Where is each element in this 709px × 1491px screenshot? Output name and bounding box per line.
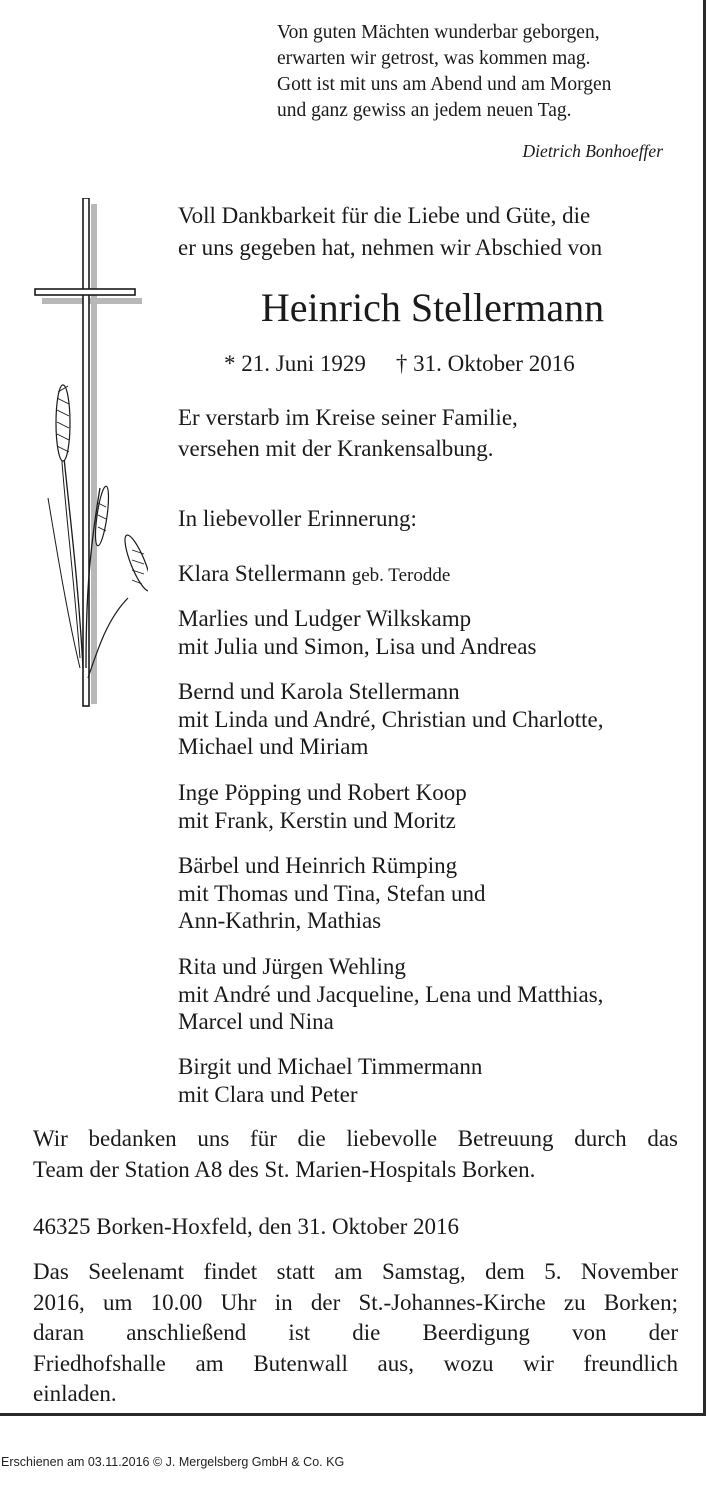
widow-name: Klara Stellermann: [178, 561, 346, 586]
service-line: einladen.: [33, 1381, 117, 1406]
family-line: mit Clara und Peter: [178, 1081, 358, 1107]
quote-author: Dietrich Bonhoeffer: [522, 141, 663, 161]
family-line: Rita und Jürgen Wehling: [178, 954, 406, 979]
family-line: mit Thomas und Tina, Stefan und: [178, 880, 486, 906]
place-date: 46325 Borken-Hoxfeld, den 31. Oktober 2016: [33, 1214, 460, 1239]
intro-text: [178, 200, 602, 264]
family-line: Birgit und Michael Timmermann: [178, 1054, 483, 1079]
family-line: mit Linda und André, Christian und Charlotte,: [178, 706, 604, 732]
circumstance-line: Er verstarb im Kreise seiner Familie,: [178, 405, 518, 430]
quote-line: und ganz gewiss an jedem neuen Tag.: [277, 100, 572, 121]
family-group: [178, 605, 536, 660]
thanks-text: [33, 1124, 678, 1185]
service-line: Das Seelenamt findet statt am Samstag, dem 5. November: [33, 1259, 678, 1284]
deceased-name: Heinrich Stellermann: [260, 285, 605, 330]
circumstance-text: [178, 402, 518, 464]
quote: [277, 20, 611, 124]
thanks-line: Wir bedanken uns für die liebevolle Betreuung durch das: [33, 1126, 678, 1151]
death-date: † 31. Oktober 2016: [395, 351, 575, 376]
publication-footer: Erschienen am 03.11.2016 © J. Mergelsberg GmbH & Co. KG: [1, 1455, 345, 1469]
widow-maiden-name: geb. Terodde: [351, 565, 451, 586]
quote-line: erwarten wir getrost, was kommen mag.: [277, 48, 591, 69]
service-line: 2016, um 10.00 Uhr in der St.-Johannes-Kirche zu Borken;: [33, 1289, 678, 1315]
memory-heading: In liebevoller Erinnerung:: [178, 506, 417, 531]
service-line: Friedhofshalle am Butenwall aus, wozu wir freundlich: [33, 1350, 678, 1376]
family-line: Michael und Miriam: [178, 734, 369, 759]
intro-line: Voll Dankbarkeit für die Liebe und Güte, die: [178, 203, 591, 228]
cross-wheat-icon: [28, 198, 148, 718]
life-dates: [224, 351, 575, 377]
family-group: [178, 953, 603, 1036]
family-line: mit André und Jacqueline, Lena und Matthias,: [178, 981, 604, 1007]
family-group: [178, 1053, 482, 1108]
family-line: Inge Pöpping und Robert Koop: [178, 780, 467, 805]
family-line: mit Julia und Simon, Lisa und Andreas: [178, 633, 537, 659]
service-line: daran anschließend ist die Beerdigung von der: [33, 1320, 678, 1345]
family-line: Bärbel und Heinrich Rümping: [178, 853, 458, 878]
family-line: Bernd und Karola Stellermann: [178, 679, 460, 704]
family-line: Marlies und Ludger Wilkskamp: [178, 606, 472, 631]
family-line: Marcel und Nina: [178, 1009, 334, 1034]
quote-line: Gott ist mit uns am Abend und am Morgen: [277, 74, 612, 95]
thanks-line: Team der Station A8 des St. Marien-Hospitals Borken.: [33, 1156, 536, 1182]
family-line: Ann-Kathrin, Mathias: [178, 908, 382, 933]
family-group: [178, 779, 467, 834]
family-group: [178, 678, 603, 761]
service-text: [33, 1257, 678, 1410]
family-line: mit Frank, Kerstin und Moritz: [178, 807, 456, 833]
intro-line: er uns gegeben hat, nehmen wir Abschied von: [178, 235, 603, 260]
quote-line: Von guten Mächten wunderbar geborgen,: [277, 22, 600, 43]
widow: [178, 560, 450, 590]
family-group: [178, 852, 486, 935]
birth-date: * 21. Juni 1929: [224, 351, 366, 376]
circumstance-line: versehen mit der Krankensalbung.: [178, 436, 494, 461]
